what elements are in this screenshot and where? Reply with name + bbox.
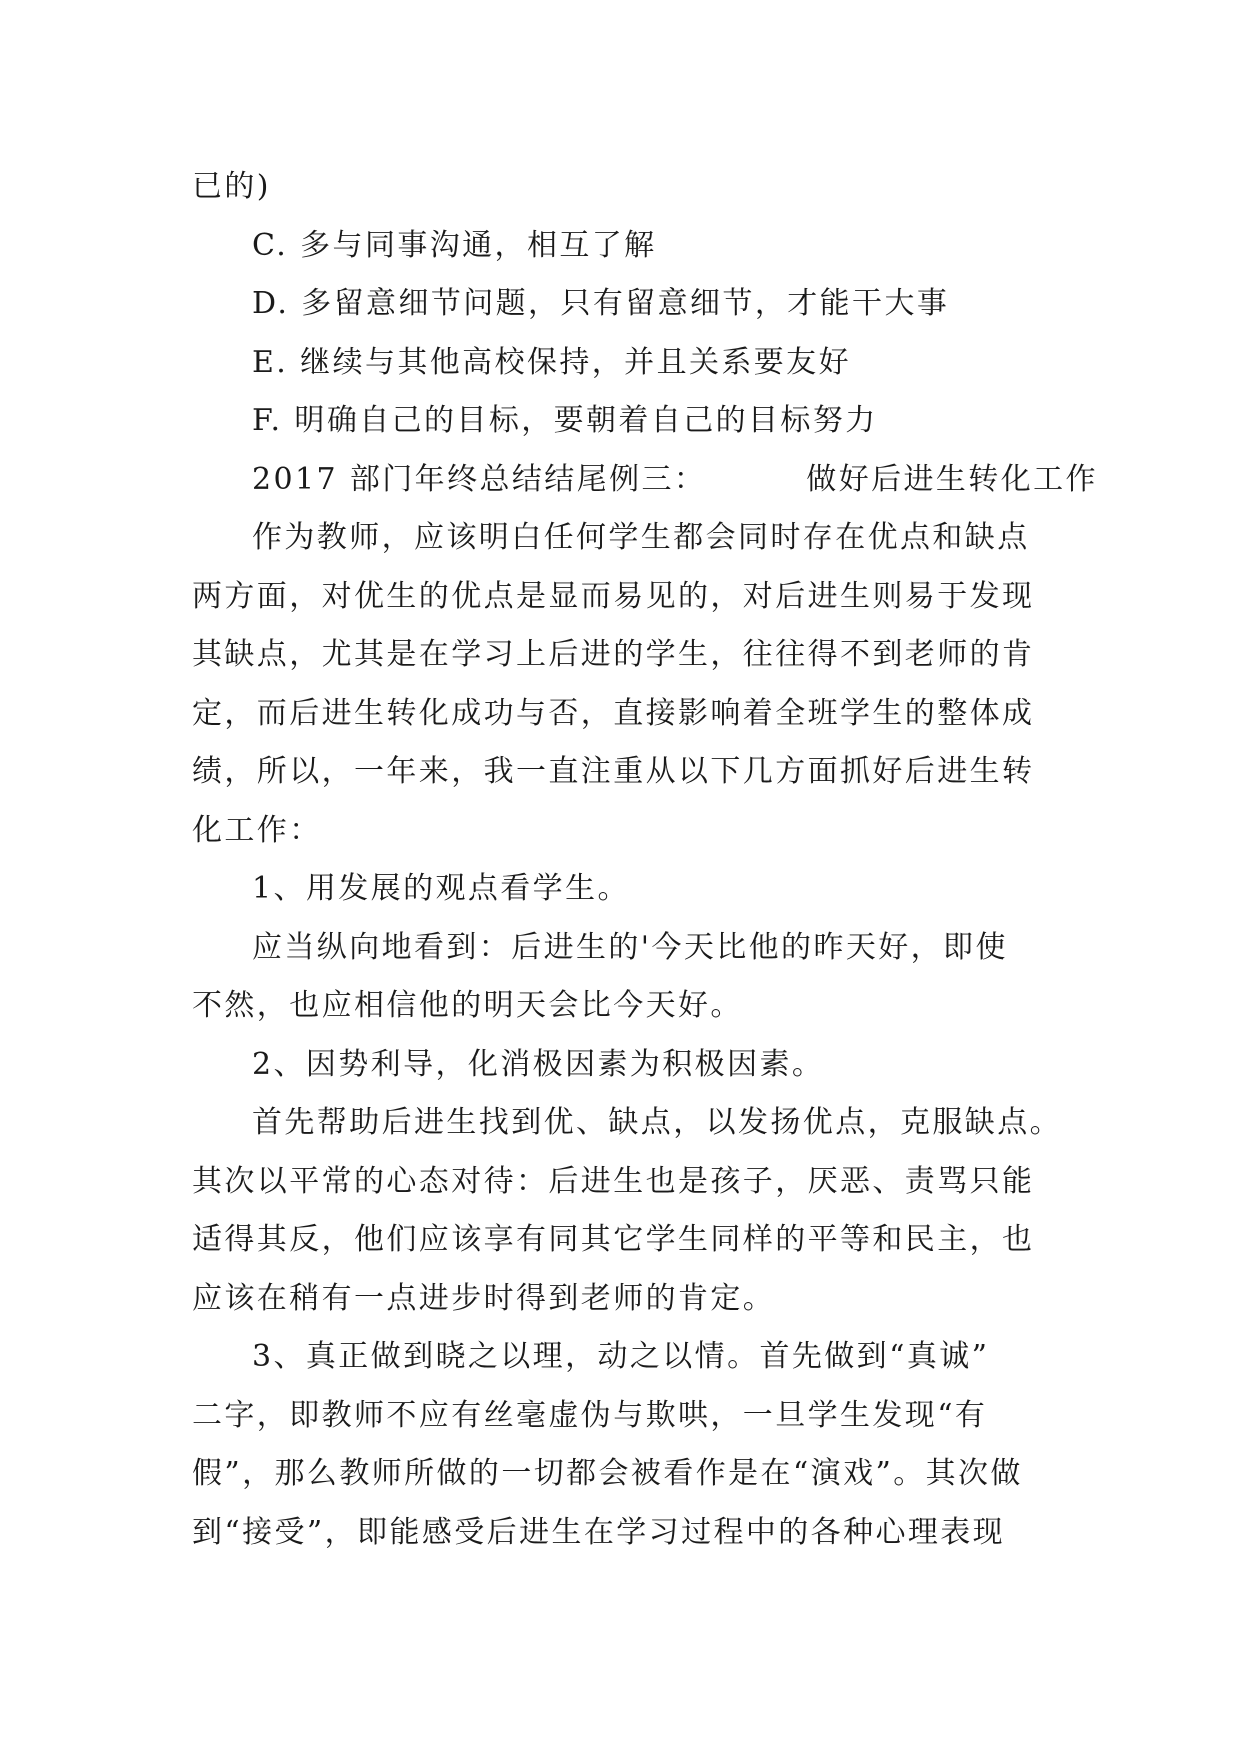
section-heading-title: 做好后进生转化工作 [806,461,1098,497]
point-heading-1: 1、用发展的观点看学生。 [252,871,630,906]
paragraph-line: 化工作： [192,812,322,848]
paragraph-line: 其次以平常的心态对待：后进生也是孩子，厌恶、责骂只能 [192,1163,1035,1199]
section-heading [192,451,1098,510]
point-heading-3: 3、真正做到晓之以理，动之以情。首先做到“真诚” [252,1339,990,1374]
list-item-c: C. 多与同事沟通，相互了解 [252,227,657,263]
paragraph-line: 适得其反，他们应该享有同其它学生同样的平等和民主，也 [192,1222,1035,1257]
list-item-d: D. 多留意细节问题，只有留意细节，才能干大事 [252,286,950,321]
paragraph-line: 两方面，对优生的优点是显而易见的，对后进生则易于发现 [192,578,1035,614]
list-item-f: F. 明确自己的目标，要朝着自己的目标努力 [252,403,878,438]
paragraph-line: 假”，那么教师所做的一切都会被看作是在“演戏”。其次做 [192,1456,1023,1491]
paragraph-line: 应该在稍有一点进步时得到老师的肯定。 [192,1280,776,1316]
point-heading-2: 2、因势利导，化消极因素为积极因素。 [252,1046,825,1082]
paragraph-line: 到“接受”，即能感受后进生在学习过程中的各种心理表现 [192,1514,1006,1550]
paragraph-line: 作为教师，应该明白任何学生都会同时存在优点和缺点 [252,520,1030,555]
document-page [192,158,1098,1562]
paragraph-line: 其缺点，尤其是在学习上后进的学生，往往得不到老师的肯 [192,637,1035,672]
paragraph-line: 不然，也应相信他的明天会比今天好。 [192,988,743,1023]
text-line: 已的) [192,169,271,204]
paragraph-line: 绩，所以，一年来，我一直注重从以下几方面抓好后进生转 [192,754,1035,789]
paragraph-line: 二字，即教师不应有丝毫虚伪与欺哄，一旦学生发现“有 [192,1397,988,1433]
list-item-e: E. 继续与其他高校保持，并且关系要友好 [252,344,851,380]
paragraph-line: 首先帮助后进生找到优、缺点，以发扬优点，克服缺点。 [252,1105,1062,1140]
paragraph-line: 定，而后进生转化成功与否，直接影响着全班学生的整体成 [192,695,1035,731]
section-heading-label: 2017 部门年终总结结尾例三： [252,461,707,497]
paragraph-line: 应当纵向地看到：后进生的'今天比他的昨天好，即使 [252,929,1008,965]
